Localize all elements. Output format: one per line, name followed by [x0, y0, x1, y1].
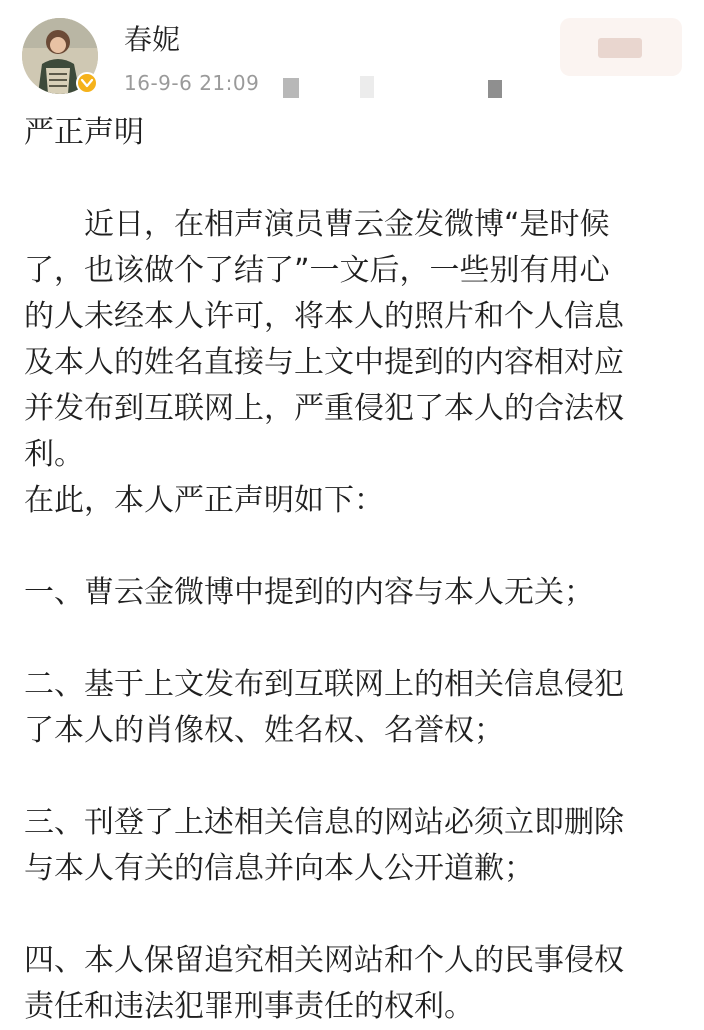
post-text-line: 与本人有关的信息并向本人公开道歉； — [24, 851, 534, 886]
post-text-line: 了本人的肖像权、姓名权、名誉权； — [24, 713, 504, 748]
post-text-line: 了，也该做个了结了”一文后，一些别有用心 — [24, 253, 610, 288]
post-timestamp: 16-9-6 21:09 — [124, 71, 260, 95]
verified-badge-icon — [76, 72, 98, 94]
paragraph-gap — [24, 892, 684, 938]
verified-check-icon — [78, 74, 96, 92]
redacted-mark — [360, 76, 374, 98]
paragraph-gap — [24, 156, 684, 202]
post-text-line: 的人未经本人许可，将本人的照片和个人信息 — [24, 299, 624, 334]
post-text-line: 并发布到互联网上，严重侵犯了本人的合法权 — [24, 391, 624, 426]
post-header — [0, 0, 704, 110]
paragraph-gap — [24, 524, 684, 570]
post-text-line: 及本人的姓名直接与上文中提到的内容相对应 — [24, 345, 624, 380]
post-text-line: 在此，本人严正声明如下： — [24, 483, 384, 518]
redacted-mark — [283, 78, 299, 98]
redacted-follow-mark — [598, 38, 642, 58]
post-text-line: 责任和违法犯罪刑事责任的权利。 — [24, 989, 474, 1024]
post-text-line: 二、基于上文发布到互联网上的相关信息侵犯 — [24, 667, 624, 702]
post-text-line: 四、本人保留追究相关网站和个人的民事侵权 — [24, 943, 624, 978]
post-body — [24, 110, 684, 1030]
author-name[interactable]: 春妮 — [124, 23, 181, 56]
paragraph-gap — [24, 616, 684, 662]
paragraph-gap — [24, 754, 684, 800]
post-title: 严正声明 — [24, 115, 144, 150]
post-text-line: 三、刊登了上述相关信息的网站必须立即删除 — [24, 805, 624, 840]
post-text-line: 近日，在相声演员曹云金发微博“是时候 — [24, 207, 610, 242]
post-text-line: 利。 — [24, 437, 84, 472]
redacted-mark — [488, 80, 502, 98]
post-text-line: 一、曹云金微博中提到的内容与本人无关； — [24, 575, 594, 610]
